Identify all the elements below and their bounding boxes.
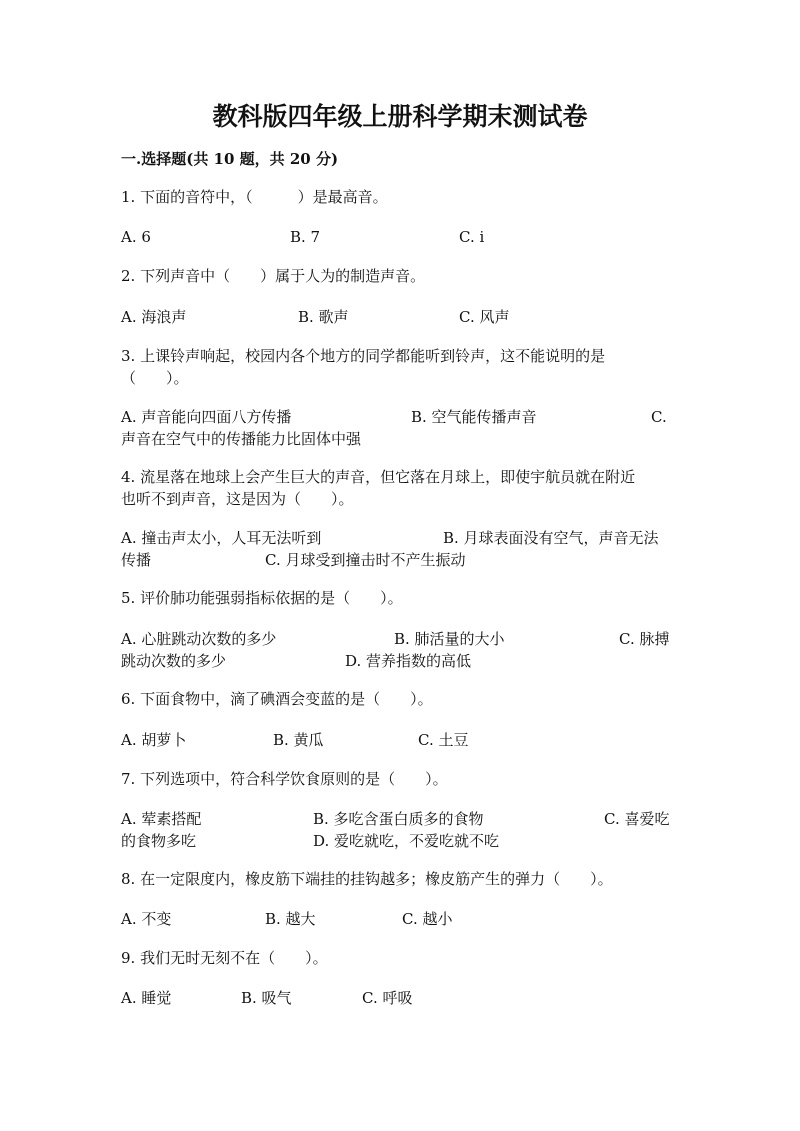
option-c: C. 风声 bbox=[459, 308, 510, 326]
option-b: B. 7 bbox=[290, 228, 321, 246]
option-b: B. 黄瓜 bbox=[273, 731, 324, 749]
option-c: C. 脉搏 bbox=[619, 630, 670, 648]
option-d: D. 营养指数的高低 bbox=[345, 652, 472, 670]
question-5-options bbox=[121, 628, 681, 672]
option-a: A. 撞击声太小，人耳无法听到 bbox=[121, 529, 322, 547]
question-4-line-1: 4. 流星落在地球上会产生巨大的声音，但它落在月球上，即使宇航员就在附近 bbox=[121, 468, 636, 486]
option-a: A. 不变 bbox=[121, 910, 172, 928]
page-title: 教科版四年级上册科学期末测试卷 bbox=[212, 102, 588, 131]
option-c: C. 呼吸 bbox=[362, 989, 413, 1007]
question-3-line-1: 3. 上课铃声响起，校园内各个地方的同学都能听到铃声，这不能说明的是 bbox=[121, 347, 606, 365]
question-8-options bbox=[121, 908, 681, 930]
question-9-options bbox=[121, 987, 681, 1009]
option-a: A. 睡觉 bbox=[121, 989, 172, 1007]
question-1-options bbox=[121, 226, 681, 248]
option-a: A. 6 bbox=[121, 228, 151, 246]
option-a: A. 心脏跳动次数的多少 bbox=[121, 630, 277, 648]
option-b: B. 肺活量的大小 bbox=[394, 630, 505, 648]
option-b: B. 吸气 bbox=[241, 989, 292, 1007]
option-c: C. bbox=[651, 408, 667, 426]
question-4-options bbox=[121, 527, 681, 571]
option-a: A. 胡萝卜 bbox=[121, 731, 187, 749]
option-a: A. 海浪声 bbox=[121, 308, 187, 326]
option-b: B. 空气能传播声音 bbox=[411, 408, 537, 426]
question-1: 1. 下面的音符中，（ ）是最高音。 bbox=[121, 188, 388, 206]
question-5: 5. 评价肺功能强弱指标依据的是（ ）。 bbox=[121, 589, 403, 607]
question-8: 8. 在一定限度内，橡皮筋下端挂的挂钩越多；橡皮筋产生的弹力（ ）。 bbox=[121, 870, 613, 888]
option-b: B. 越大 bbox=[265, 910, 316, 928]
option-c: C. 月球受到撞击时不产生振动 bbox=[265, 551, 466, 569]
option-d: D. 爱吃就吃，不爱吃就不吃 bbox=[313, 832, 500, 850]
section-heading: 一.选择题(共 10 题，共 20 分) bbox=[121, 150, 339, 168]
option-c: C. i bbox=[459, 228, 485, 246]
question-6: 6. 下面食物中，滴了碘酒会变蓝的是（ ）。 bbox=[121, 690, 433, 708]
option-a: A. 声音能向四面八方传播 bbox=[121, 408, 292, 426]
question-3-line-2: （ ）。 bbox=[121, 369, 189, 387]
option-a: A. 荤素搭配 bbox=[121, 810, 202, 828]
question-2: 2. 下列声音中（ ）属于人为的制造声音。 bbox=[121, 267, 426, 285]
option-b: B. 歌声 bbox=[298, 308, 349, 326]
option-b-continuation: 传播 bbox=[121, 551, 152, 569]
option-c: C. 越小 bbox=[402, 910, 453, 928]
question-4-line-2: 也听不到声音，这是因为（ ）。 bbox=[121, 490, 354, 508]
option-c: C. 土豆 bbox=[418, 731, 469, 749]
question-2-options bbox=[121, 306, 681, 328]
question-7-options bbox=[121, 808, 681, 852]
option-b: B. 月球表面没有空气，声音无法 bbox=[443, 529, 659, 547]
option-c-continuation: 声音在空气中的传播能力比固体中强 bbox=[121, 430, 362, 448]
question-6-options bbox=[121, 729, 681, 751]
question-3-options bbox=[121, 406, 681, 450]
question-9: 9. 我们无时无刻不在（ ）。 bbox=[121, 949, 328, 967]
option-c-continuation: 跳动次数的多少 bbox=[121, 652, 227, 670]
option-b: B. 多吃含蛋白质多的食物 bbox=[313, 810, 484, 828]
question-7: 7. 下列选项中，符合科学饮食原则的是（ ）。 bbox=[121, 770, 448, 788]
option-c-continuation: 的食物多吃 bbox=[121, 832, 197, 850]
option-c: C. 喜爱吃 bbox=[604, 810, 670, 828]
